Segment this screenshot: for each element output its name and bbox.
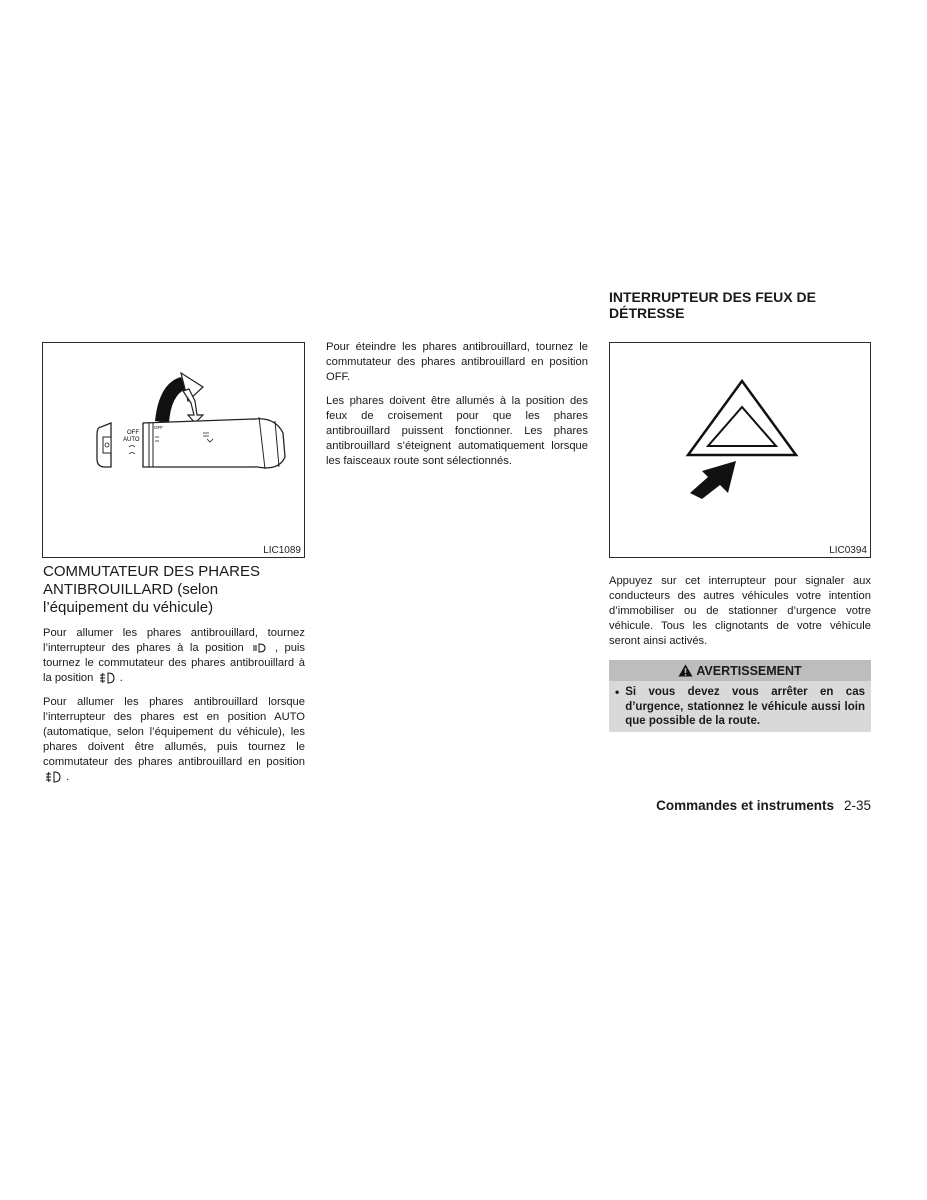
warning-title: AVERTISSEMENT: [696, 663, 802, 678]
fog-switch-figure: [42, 342, 305, 558]
fog-on-text-1: Pour allumer les phares antibrouillard, tournez l’interrupteur des phares à la position: [43, 627, 305, 654]
warning-text: Si vous devez vous arrêter en cas d’urgence, stationnez le véhicule aussi loin que possible de la route.: [625, 686, 865, 727]
fog-auto-text-2: .: [66, 771, 70, 783]
left-column-text: [43, 626, 305, 785]
warning-box: [609, 660, 871, 732]
hazard-switch-figure: [609, 342, 871, 558]
fog-light-icon: [99, 672, 115, 684]
warning-body: [609, 681, 871, 735]
page-footer: [656, 798, 871, 813]
hazard-switch-title: INTERRUPTEUR DES FEUX DE DÉTRESSE: [609, 289, 816, 321]
warning-header: [609, 660, 871, 681]
fog-on-text-2: , puis tournez le commutateur des phares antibrouillard à la position: [43, 642, 305, 684]
fog-on-paragraph: [43, 626, 305, 686]
right-column-text: [609, 574, 871, 649]
fog-on-text-3: .: [119, 672, 123, 684]
figure-label-lic1089: LIC1089: [263, 545, 301, 556]
bullet-icon: •: [615, 685, 620, 699]
stalk-label-off-small: OFF: [154, 425, 163, 430]
hazard-triangle-outer-icon: [688, 381, 796, 455]
headlight-icon: [252, 643, 266, 653]
fog-light-stalk-illustration: [43, 343, 304, 557]
press-arrow-icon: [690, 461, 736, 499]
middle-column-text: [326, 340, 588, 469]
footer-section: Commandes et instruments: [656, 798, 834, 813]
hazard-switch-illustration: [610, 343, 870, 557]
fog-auto-text-1: Pour allumer les phares antibrouillard lorsque l’interrupteur des phares est en position AUTO (automatique, selon l’équipement du véhicule), les phares doivent être allumés, puis tournez le commutateur des phares antibrouillard en position: [43, 696, 305, 768]
stalk-label-off: OFF: [127, 430, 139, 436]
hazard-paragraph: Appuyez sur cet interrupteur pour signaler aux conducteurs des autres véhicules votre intention d’immobiliser ou de stationner d’urgence votre véhicule. Tous les clignotants de votre véhicule seront ainsi activés.: [609, 575, 871, 647]
page-number: 2-35: [843, 798, 871, 813]
fog-condition-paragraph: Les phares doivent être allumés à la position des feux de croisement pour que les phares antibrouillard puissent fonctionner. Les phares antibrouillard s’éteignent automatiquement lorsque les faisceaux route sont sélectionnés.: [326, 395, 588, 467]
fog-light-icon: [45, 771, 61, 783]
fog-auto-paragraph: [43, 695, 305, 785]
warning-triangle-icon: [678, 664, 693, 677]
figure-label-lic0394: LIC0394: [829, 545, 867, 556]
fog-off-paragraph: Pour éteindre les phares antibrouillard, tournez le commutateur des phares antibrouillard en position OFF.: [326, 341, 588, 383]
fog-switch-title: COMMUTATEUR DES PHARES ANTIBROUILLARD (selon l’équipement du véhicule): [43, 563, 260, 616]
stalk-label-auto: AUTO: [123, 437, 140, 443]
